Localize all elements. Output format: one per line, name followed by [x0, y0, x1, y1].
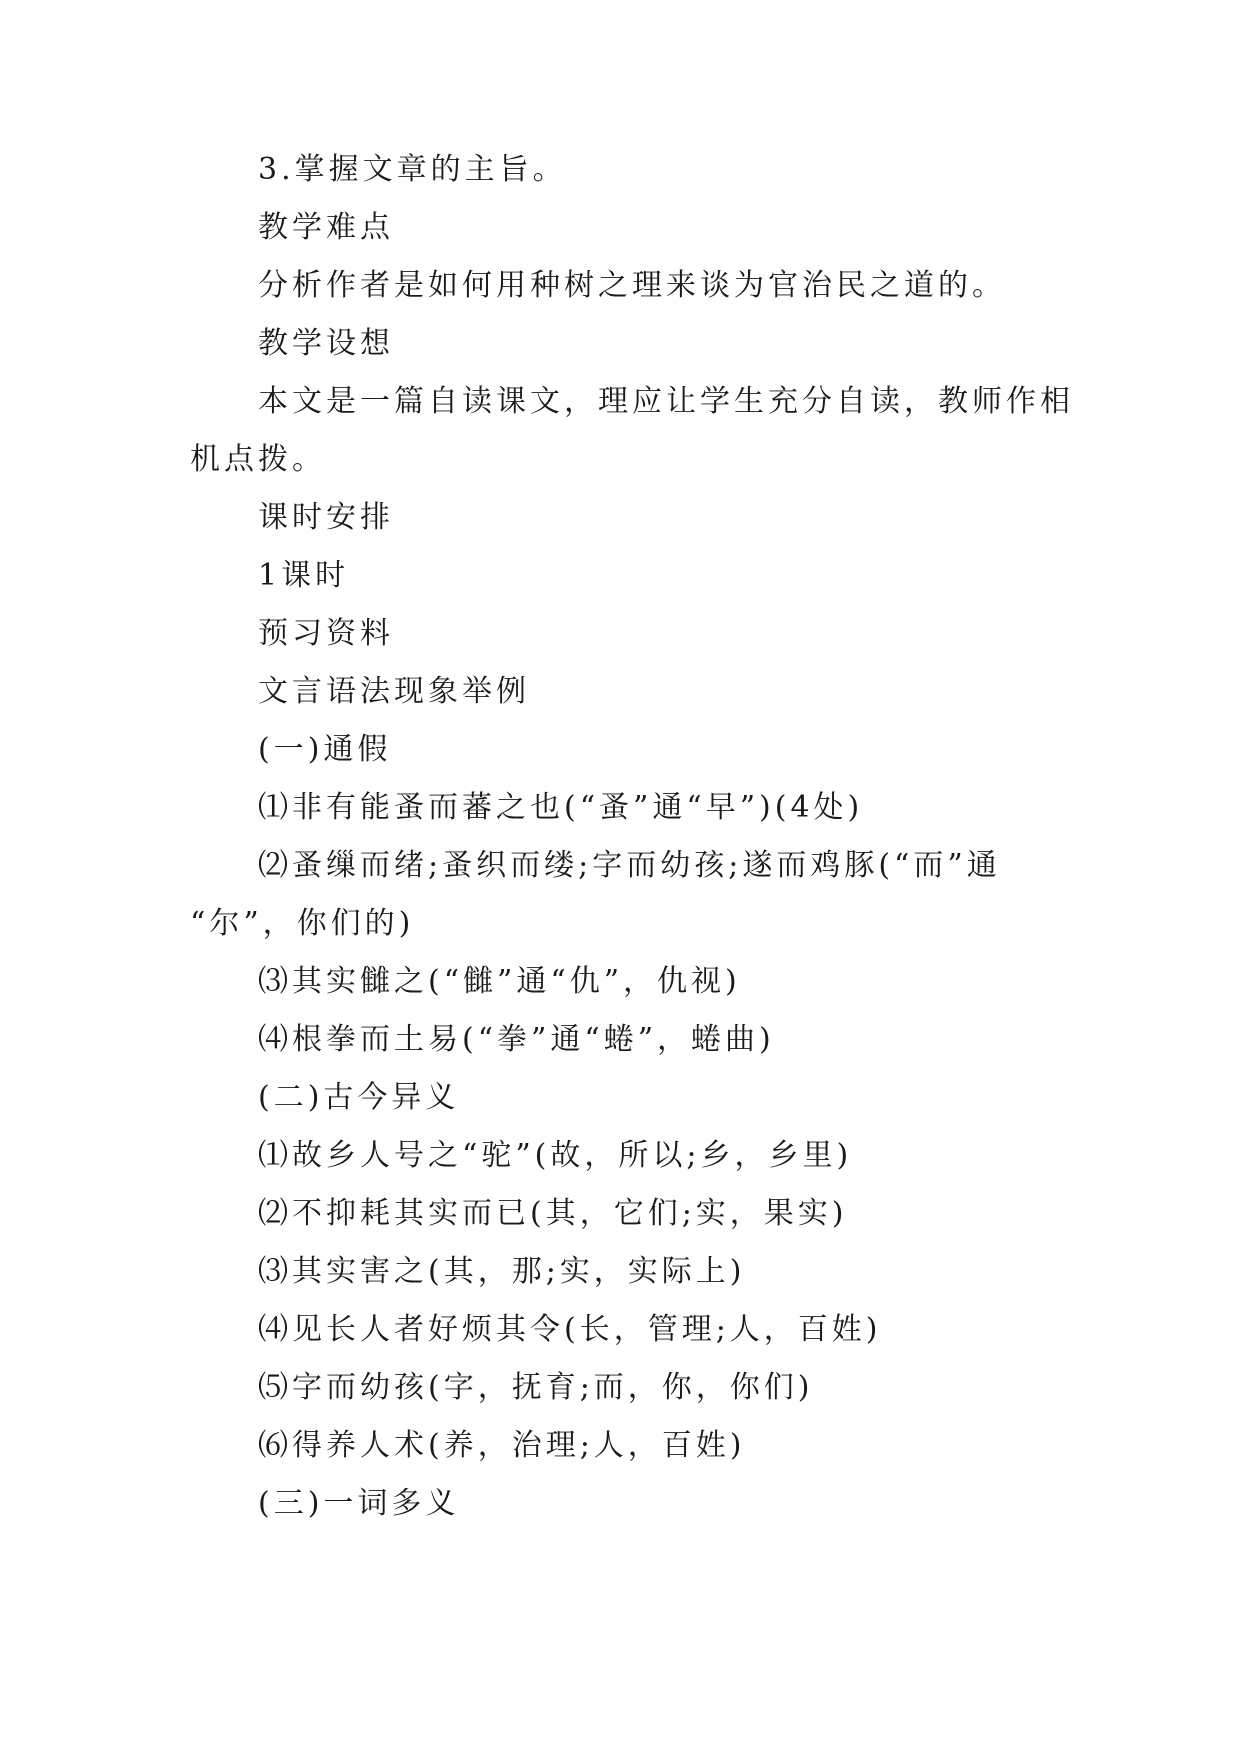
- section-heading: 课时安排: [258, 500, 394, 535]
- text-line: 机点拨。: [190, 442, 326, 477]
- text-line: 1课时: [258, 558, 350, 593]
- list-item: ⑵蚤缫而绪;蚤织而缕;字而幼孩;遂而鸡豚(“而”通: [258, 848, 1001, 883]
- section-heading: 教学设想: [258, 326, 394, 361]
- section-heading: 教学难点: [258, 210, 394, 245]
- subsection-heading: (一)通假: [258, 732, 392, 767]
- list-item: ⑸字而幼孩(字，抚育;而，你，你们): [258, 1370, 814, 1405]
- list-item: ⑶其实害之(其，那;实，实际上): [258, 1254, 746, 1289]
- list-item: ⑷根拳而土易(“拳”通“蜷”，蜷曲): [258, 1022, 775, 1057]
- subsection-heading: (二)古今异义: [258, 1080, 460, 1115]
- list-item-continuation: “尔”，你们的): [190, 906, 415, 941]
- list-item: ⑵不抑耗其实而已(其，它们;实，果实): [258, 1196, 848, 1231]
- section-heading: 预习资料: [258, 616, 394, 651]
- text-line: 3.掌握文章的主旨。: [258, 152, 567, 187]
- list-item: ⑶其实雠之(“雠”通“仇”，仇视): [258, 964, 741, 999]
- subsection-heading: (三)一词多义: [258, 1486, 460, 1521]
- list-item: ⑹得养人术(养，治理;人，百姓): [258, 1428, 746, 1463]
- text-line: 本文是一篇自读课文，理应让学生充分自读，教师作相: [258, 384, 1074, 419]
- list-item: ⑴故乡人号之“驼”(故，所以;乡，乡里): [258, 1138, 853, 1173]
- text-line: 分析作者是如何用种树之理来谈为官治民之道的。: [258, 268, 1006, 303]
- list-item: ⑴非有能蚤而蕃之也(“蚤”通“早”)(4处): [258, 790, 864, 825]
- list-item: ⑷见长人者好烦其令(长，管理;人，百姓): [258, 1312, 882, 1347]
- text-line: 文言语法现象举例: [258, 674, 530, 709]
